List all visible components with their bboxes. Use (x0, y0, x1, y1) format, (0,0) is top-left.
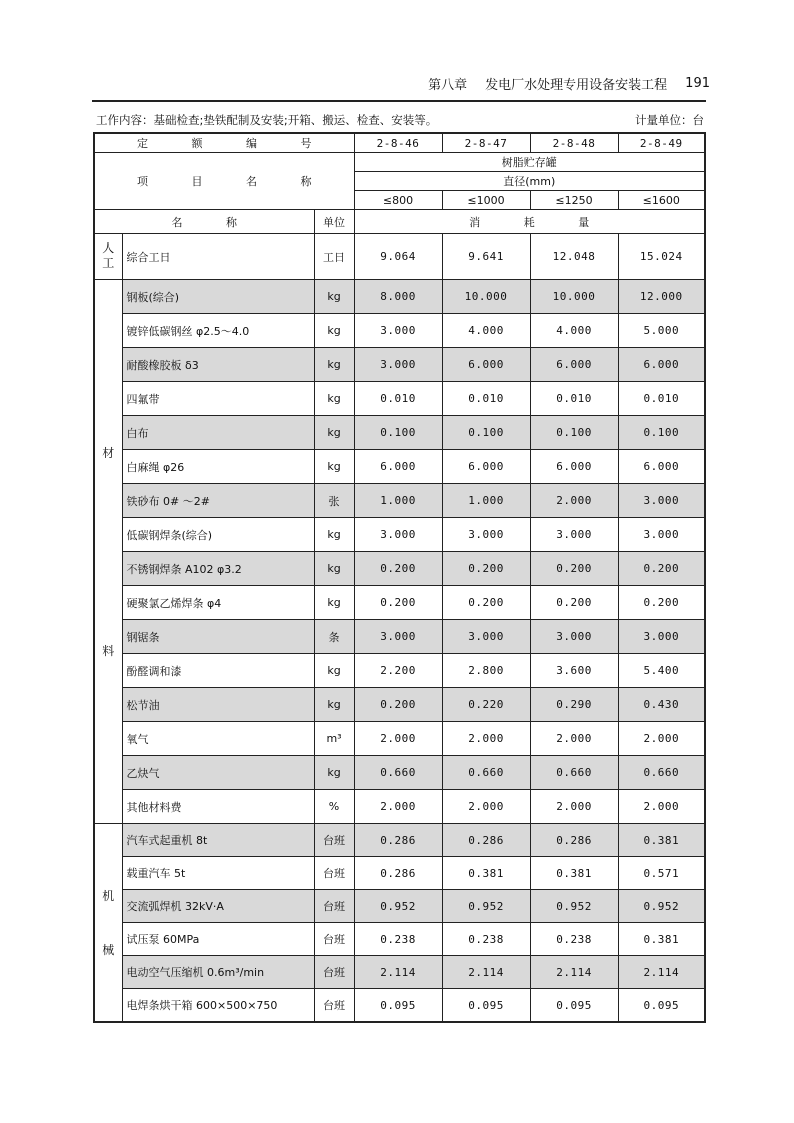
consumption-value: 3.000 (442, 620, 530, 654)
consumption-value: 3.000 (618, 620, 705, 654)
item-unit: % (314, 790, 354, 824)
consumption-value: 0.010 (442, 382, 530, 416)
consumption-value: 6.000 (530, 450, 618, 484)
material-row (94, 722, 705, 756)
name-column-header: 名 称 (94, 210, 314, 234)
column-header-row (94, 210, 705, 234)
item-unit: 台班 (314, 890, 354, 923)
material-row (94, 756, 705, 790)
consumption-value: 0.010 (530, 382, 618, 416)
consumption-value: 2.114 (530, 956, 618, 989)
consumption-value: 15.024 (618, 234, 705, 280)
consumption-value: 6.000 (618, 450, 705, 484)
quota-code: 2-8-49 (618, 133, 705, 153)
consumption-value: 0.200 (618, 586, 705, 620)
page-header (420, 74, 710, 93)
consumption-value: 0.660 (530, 756, 618, 790)
consumption-value: 3.000 (354, 620, 442, 654)
consumption-value: 3.000 (442, 518, 530, 552)
consumption-value: 2.000 (354, 790, 442, 824)
consumption-value: 0.200 (442, 586, 530, 620)
consumption-value: 10.000 (442, 280, 530, 314)
item-name: 电动空气压缩机 0.6m³/min (122, 956, 314, 989)
spec-value: ≤1250 (530, 191, 618, 210)
item-unit: kg (314, 450, 354, 484)
item-unit: kg (314, 688, 354, 722)
material-row (94, 518, 705, 552)
consumption-value: 0.238 (442, 923, 530, 956)
consumption-value: 3.000 (618, 518, 705, 552)
consumption-value: 0.238 (530, 923, 618, 956)
consumption-value: 0.286 (354, 824, 442, 857)
material-row (94, 654, 705, 688)
param-label: 直径(mm) (354, 172, 705, 191)
unit-column-header: 单位 (314, 210, 354, 234)
item-name: 镀锌低碳钢丝 φ2.5～4.0 (122, 314, 314, 348)
material-row (94, 314, 705, 348)
consumption-value: 3.000 (354, 314, 442, 348)
header-divider (92, 100, 706, 102)
labor-category (94, 234, 122, 280)
consumption-value: 0.095 (354, 989, 442, 1023)
consumption-value: 8.000 (354, 280, 442, 314)
consumption-value: 0.100 (530, 416, 618, 450)
consumption-value: 9.064 (354, 234, 442, 280)
consumption-value: 2.000 (354, 722, 442, 756)
item-name: 白麻绳 φ26 (122, 450, 314, 484)
item-unit: kg (314, 382, 354, 416)
consumption-value: 0.660 (442, 756, 530, 790)
quota-code: 2-8-48 (530, 133, 618, 153)
work-content: 工作内容：基础检查;垫铁配制及安装;开箱、搬运、检查、安装等。 (96, 113, 438, 127)
machinery-row (94, 956, 705, 989)
item-unit: kg (314, 416, 354, 450)
item-unit: kg (314, 280, 354, 314)
material-row (94, 382, 705, 416)
quota-code: 2-8-46 (354, 133, 442, 153)
consumption-value: 0.100 (354, 416, 442, 450)
chapter-label: 第八章 (428, 78, 468, 93)
consumption-value: 3.000 (354, 518, 442, 552)
item-name: 钢锯条 (122, 620, 314, 654)
material-row (94, 416, 705, 450)
material-row (94, 280, 705, 314)
item-unit: 台班 (314, 956, 354, 989)
consumption-value: 4.000 (530, 314, 618, 348)
work-content-line (96, 112, 704, 128)
item-name: 四氟带 (122, 382, 314, 416)
consumption-value: 5.400 (618, 654, 705, 688)
category-text-top: 材 (102, 445, 115, 460)
category-text: 人工 (102, 240, 115, 271)
item-unit: 台班 (314, 824, 354, 857)
item-unit: m³ (314, 722, 354, 756)
quota-code-row (94, 133, 705, 153)
material-row (94, 484, 705, 518)
consumption-value: 0.200 (442, 552, 530, 586)
material-row (94, 450, 705, 484)
consumption-value: 3.000 (354, 348, 442, 382)
consumption-value: 3.000 (530, 620, 618, 654)
consumption-value: 0.238 (354, 923, 442, 956)
machinery-row (94, 824, 705, 857)
material-row (94, 552, 705, 586)
item-unit: 条 (314, 620, 354, 654)
consumption-value: 3.000 (530, 518, 618, 552)
item-name: 其他材料费 (122, 790, 314, 824)
consumption-value: 0.952 (442, 890, 530, 923)
consumption-value: 2.200 (354, 654, 442, 688)
item-name: 松节油 (122, 688, 314, 722)
item-unit: 工日 (314, 234, 354, 280)
measure-unit: 计量单位：台 (635, 113, 704, 127)
machinery-category (94, 824, 122, 1023)
consumption-value: 2.000 (618, 722, 705, 756)
item-unit: 台班 (314, 857, 354, 890)
consumption-value: 10.000 (530, 280, 618, 314)
product-row (94, 153, 705, 172)
consumption-value: 0.200 (618, 552, 705, 586)
item-name: 铁砂布 0# ～2# (122, 484, 314, 518)
consumption-value: 2.114 (618, 956, 705, 989)
consumption-value: 3.600 (530, 654, 618, 688)
item-name: 酚醛调和漆 (122, 654, 314, 688)
chapter-title: 发电厂水处理专用设备安装工程 (485, 78, 668, 93)
consumption-value: 0.010 (354, 382, 442, 416)
quota-table (93, 132, 706, 1023)
consumption-value: 0.095 (530, 989, 618, 1023)
consumption-value: 0.381 (530, 857, 618, 890)
quota-label: 定 额 编 号 (94, 133, 354, 153)
consumption-value: 5.000 (618, 314, 705, 348)
consumption-column-header: 消 耗 量 (354, 210, 705, 234)
item-name: 白布 (122, 416, 314, 450)
category-text-bottom: 械 (102, 942, 115, 957)
consumption-value: 2.114 (442, 956, 530, 989)
item-unit: kg (314, 586, 354, 620)
material-row (94, 348, 705, 382)
consumption-value: 1.000 (354, 484, 442, 518)
spec-value: ≤800 (354, 191, 442, 210)
material-row (94, 688, 705, 722)
consumption-value: 6.000 (354, 450, 442, 484)
item-unit: 张 (314, 484, 354, 518)
machinery-row (94, 890, 705, 923)
item-name: 氧气 (122, 722, 314, 756)
product-name: 树脂贮存罐 (354, 153, 705, 172)
consumption-value: 0.095 (618, 989, 705, 1023)
consumption-value: 1.000 (442, 484, 530, 518)
consumption-value: 2.000 (442, 722, 530, 756)
item-unit: kg (314, 314, 354, 348)
page-number: 191 (685, 76, 710, 91)
item-unit: kg (314, 518, 354, 552)
consumption-value: 0.220 (442, 688, 530, 722)
consumption-value: 2.800 (442, 654, 530, 688)
consumption-value: 0.286 (442, 824, 530, 857)
item-unit: 台班 (314, 989, 354, 1023)
item-name: 不锈钢焊条 A102 φ3.2 (122, 552, 314, 586)
consumption-value: 0.200 (530, 586, 618, 620)
consumption-value: 6.000 (442, 348, 530, 382)
spec-value: ≤1600 (618, 191, 705, 210)
consumption-value: 6.000 (618, 348, 705, 382)
item-label: 项 目 名 称 (94, 153, 354, 210)
item-name: 电焊条烘干箱 600×500×750 (122, 989, 314, 1023)
consumption-value: 2.000 (530, 722, 618, 756)
consumption-value: 0.100 (442, 416, 530, 450)
consumption-value: 0.381 (618, 923, 705, 956)
consumption-value: 0.286 (354, 857, 442, 890)
consumption-value: 2.114 (354, 956, 442, 989)
consumption-value: 6.000 (530, 348, 618, 382)
consumption-value: 0.952 (618, 890, 705, 923)
spec-value: ≤1000 (442, 191, 530, 210)
consumption-value: 2.000 (530, 484, 618, 518)
consumption-value: 6.000 (442, 450, 530, 484)
item-unit: 台班 (314, 923, 354, 956)
material-row (94, 620, 705, 654)
consumption-value: 0.200 (354, 586, 442, 620)
materials-category (94, 280, 122, 824)
consumption-value: 0.200 (530, 552, 618, 586)
consumption-value: 0.010 (618, 382, 705, 416)
consumption-value: 12.048 (530, 234, 618, 280)
consumption-value: 0.290 (530, 688, 618, 722)
consumption-value: 0.095 (442, 989, 530, 1023)
category-text-bottom: 料 (102, 643, 115, 658)
consumption-value: 0.381 (618, 824, 705, 857)
item-name: 低碳钢焊条(综合) (122, 518, 314, 552)
item-name: 乙炔气 (122, 756, 314, 790)
item-unit: kg (314, 654, 354, 688)
item-name: 硬聚氯乙烯焊条 φ4 (122, 586, 314, 620)
consumption-value: 0.381 (442, 857, 530, 890)
material-row (94, 790, 705, 824)
item-name: 耐酸橡胶板 δ3 (122, 348, 314, 382)
consumption-value: 0.952 (530, 890, 618, 923)
consumption-value: 0.660 (618, 756, 705, 790)
item-unit: kg (314, 756, 354, 790)
machinery-row (94, 989, 705, 1023)
material-row (94, 586, 705, 620)
consumption-value: 0.200 (354, 552, 442, 586)
consumption-value: 4.000 (442, 314, 530, 348)
item-unit: kg (314, 552, 354, 586)
consumption-value: 0.952 (354, 890, 442, 923)
quota-code: 2-8-47 (442, 133, 530, 153)
item-unit: kg (314, 348, 354, 382)
item-name: 试压泵 60MPa (122, 923, 314, 956)
item-name: 综合工日 (122, 234, 314, 280)
labor-row (94, 234, 705, 280)
item-name: 交流弧焊机 32kV·A (122, 890, 314, 923)
consumption-value: 12.000 (618, 280, 705, 314)
machinery-row (94, 923, 705, 956)
consumption-value: 2.000 (442, 790, 530, 824)
item-name: 汽车式起重机 8t (122, 824, 314, 857)
machinery-row (94, 857, 705, 890)
consumption-value: 0.571 (618, 857, 705, 890)
category-text-top: 机 (102, 888, 115, 903)
consumption-value: 0.100 (618, 416, 705, 450)
consumption-value: 0.430 (618, 688, 705, 722)
consumption-value: 0.200 (354, 688, 442, 722)
consumption-value: 3.000 (618, 484, 705, 518)
consumption-value: 0.660 (354, 756, 442, 790)
item-name: 钢板(综合) (122, 280, 314, 314)
consumption-value: 2.000 (530, 790, 618, 824)
consumption-value: 9.641 (442, 234, 530, 280)
consumption-value: 0.286 (530, 824, 618, 857)
consumption-value: 2.000 (618, 790, 705, 824)
item-name: 载重汽车 5t (122, 857, 314, 890)
